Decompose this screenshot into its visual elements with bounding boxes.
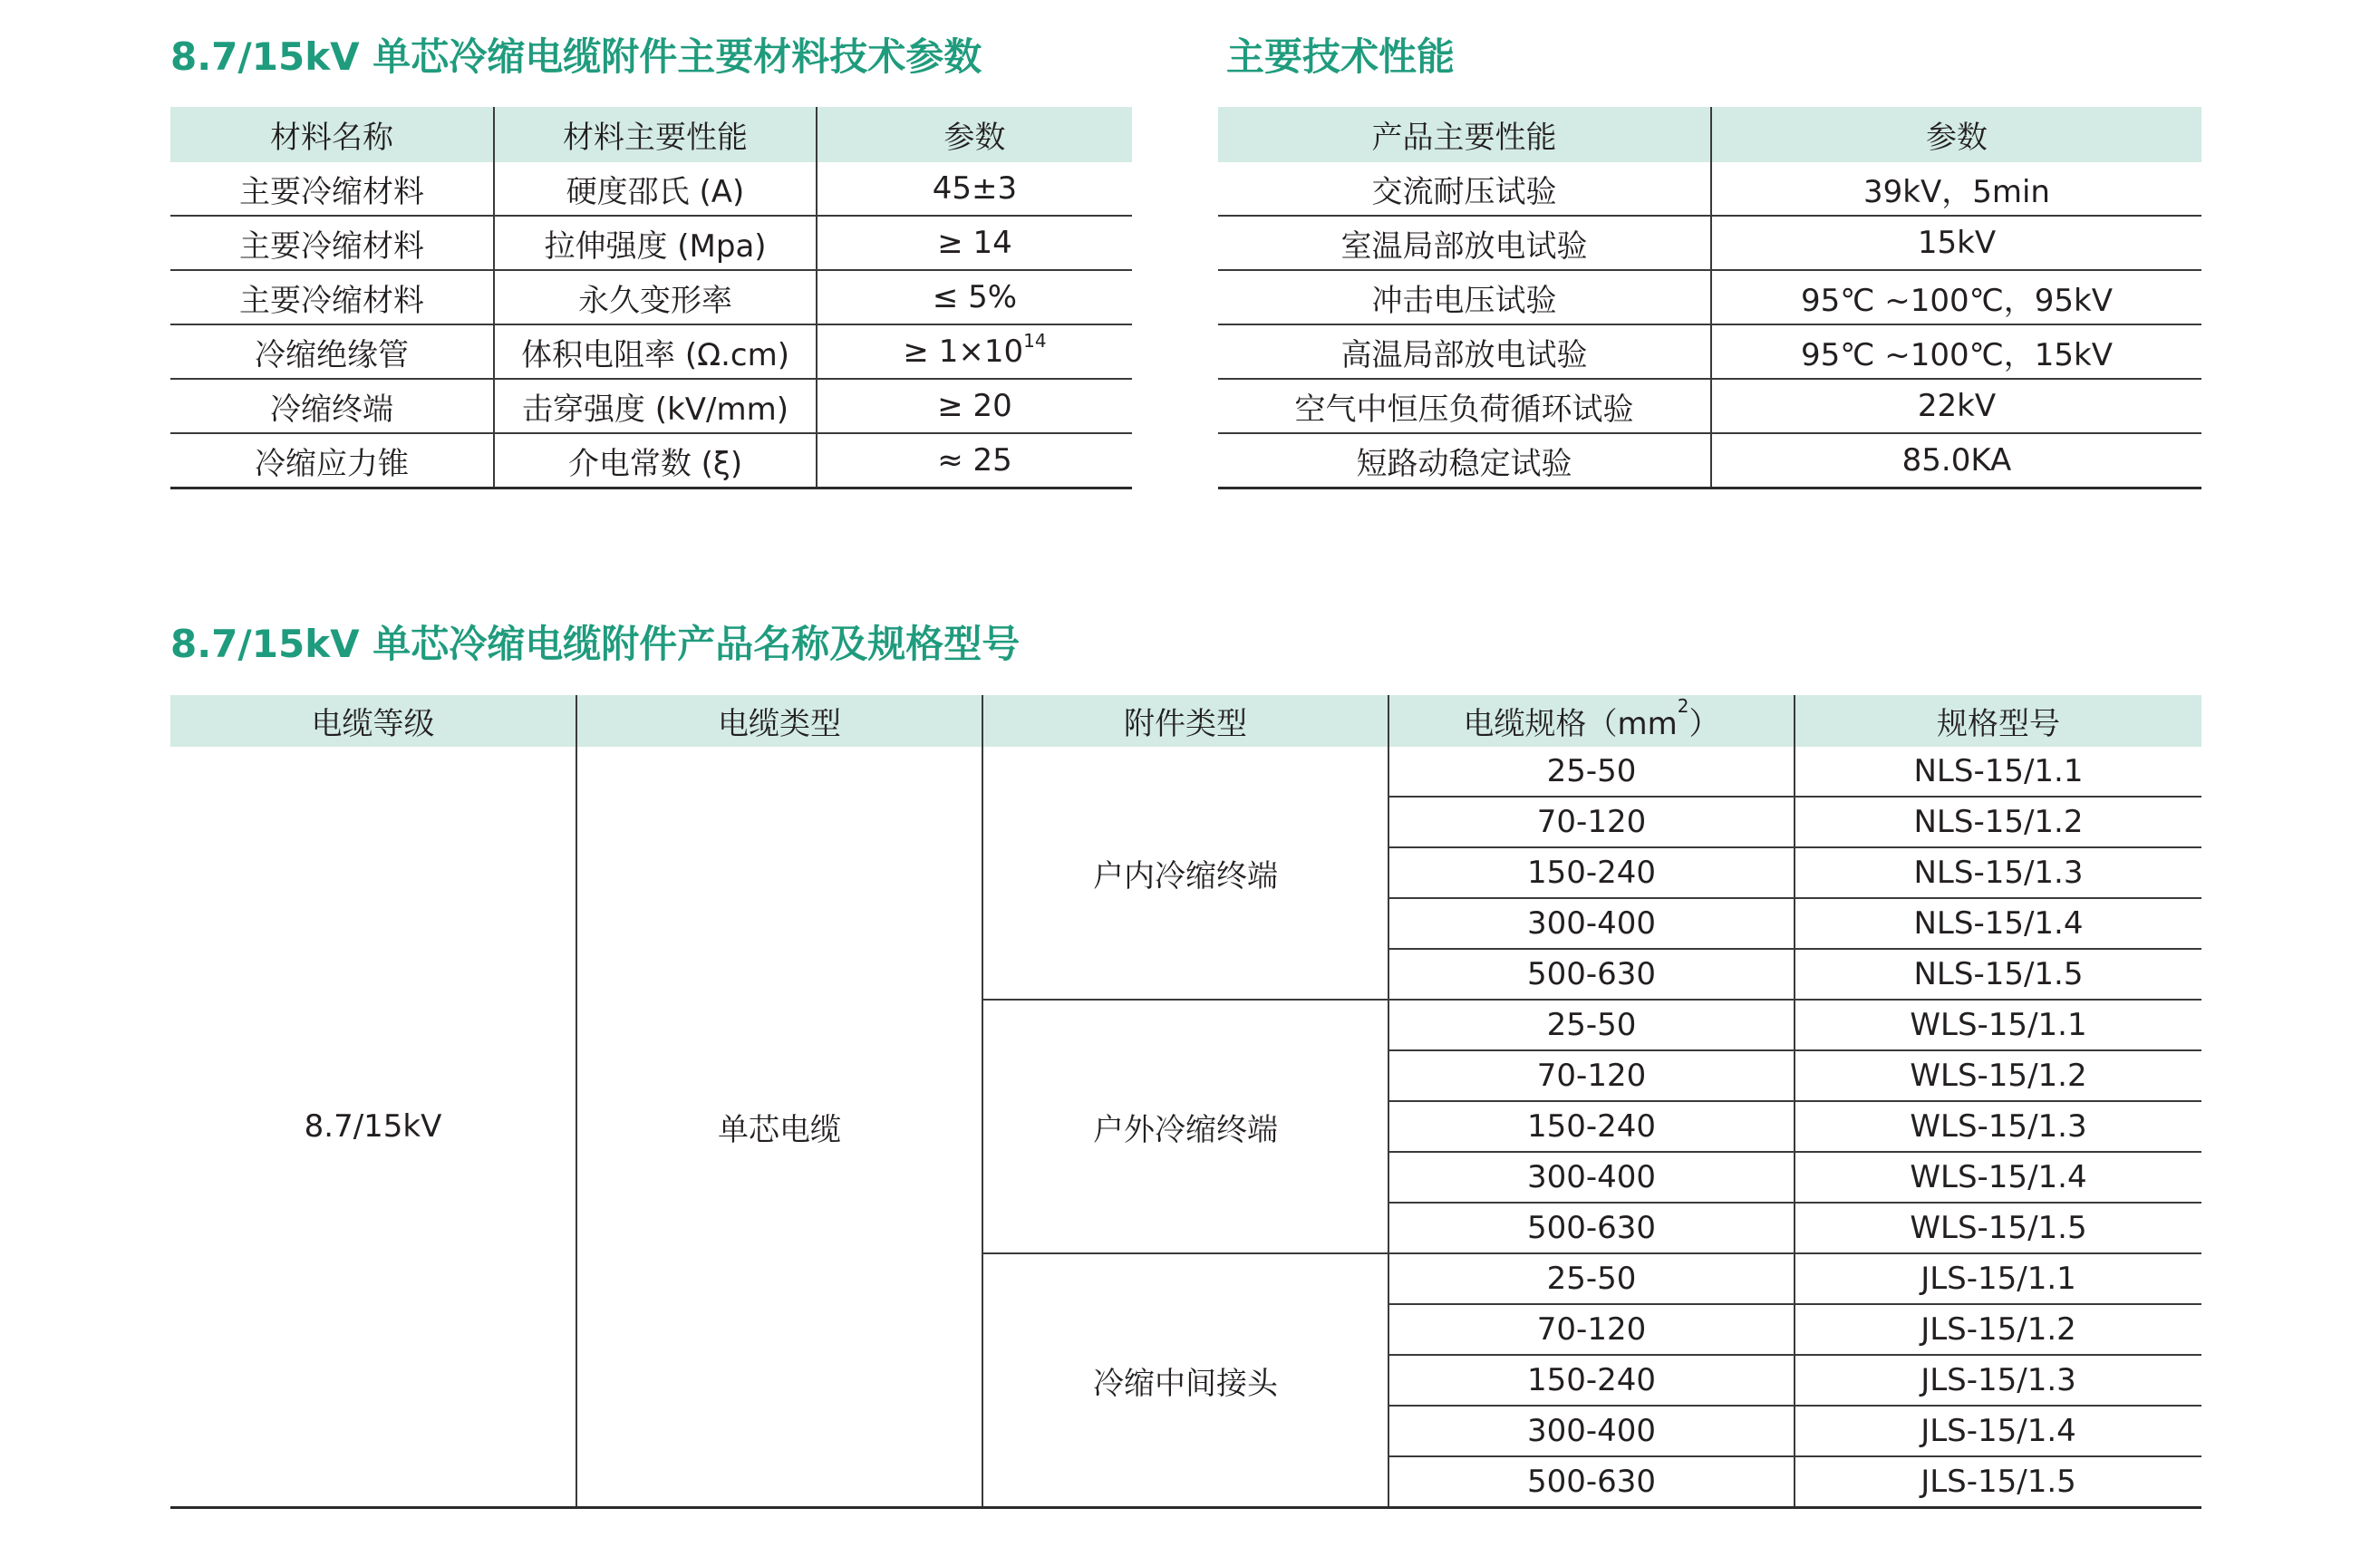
material-property-cell: 硬度邵氏 (A) <box>494 162 817 216</box>
test-name-cell: 高温局部放电试验 <box>1218 324 1711 379</box>
header-cable-grade: 电缆等级 <box>170 695 576 747</box>
table-row <box>1218 433 2201 488</box>
table-row <box>170 433 1132 488</box>
test-name-cell: 交流耐压试验 <box>1371 173 1557 210</box>
material-name-cell: 主要冷缩材料 <box>170 270 494 324</box>
test-name-cell: 室温局部放电试验 <box>1218 216 1711 270</box>
material-name-cell: 主要冷缩材料 <box>170 216 494 270</box>
table-header-row <box>170 107 1132 162</box>
material-property-cell: 击穿强度 (kV/mm) <box>494 379 817 433</box>
test-name-cell: 短路动稳定试验 <box>1218 433 1711 488</box>
model-number-cell: NLS-15/1.2 <box>1795 797 2201 847</box>
header-cable-spec <box>1388 695 1795 747</box>
accessory-type-cell: 户外冷缩终端 <box>982 1000 1388 1253</box>
cable-spec-superscript: 2 <box>1677 695 1689 717</box>
accessory-type-cell: 户内冷缩终端 <box>982 747 1388 1000</box>
test-value-cell: 95℃ ~100℃，15kV <box>1711 324 2201 379</box>
model-number-cell: JLS-15/1.2 <box>1795 1304 2201 1355</box>
test-value-cell: 85.0KA <box>1711 433 2201 488</box>
cable-spec-cell: 150-240 <box>1388 847 1795 898</box>
table-header-row <box>1218 107 2201 162</box>
table-row <box>170 270 1132 324</box>
model-number-cell: WLS-15/1.3 <box>1795 1101 2201 1152</box>
model-number-cell: NLS-15/1.3 <box>1795 847 2201 898</box>
test-name-cell: 空气中恒压负荷循环试验 <box>1218 379 1711 433</box>
model-number-cell: JLS-15/1.1 <box>1795 1253 2201 1304</box>
table-row <box>1218 324 2201 379</box>
material-name-cell: 冷缩绝缘管 <box>170 324 494 379</box>
cable-type-cell: 单芯电缆 <box>576 747 982 1508</box>
table-row <box>1218 379 2201 433</box>
cable-spec-close: ） <box>1688 706 1720 742</box>
product-spec-table <box>170 695 2201 1509</box>
parameter-cell: ≤ 5% <box>817 270 1132 324</box>
header-material-property: 材料主要性能 <box>494 107 817 162</box>
model-number-cell: WLS-15/1.5 <box>1795 1203 2201 1253</box>
cable-spec-cell: 150-240 <box>1388 1101 1795 1152</box>
materials-parameter-table <box>170 107 1132 489</box>
parameter-cell <box>817 324 1132 379</box>
header-material-name: 材料名称 <box>170 107 494 162</box>
cable-spec-cell: 70-120 <box>1388 1050 1795 1101</box>
accessory-type-cell: 冷缩中间接头 <box>982 1253 1388 1508</box>
header-model-number: 规格型号 <box>1795 695 2201 747</box>
header-accessory-type: 附件类型 <box>982 695 1388 747</box>
cable-spec-cell: 300-400 <box>1388 1406 1795 1456</box>
material-property-cell: 拉伸强度 (Mpa) <box>494 216 817 270</box>
table-row <box>170 324 1132 379</box>
product-spec-section-title: 8.7/15kV 单芯冷缩电缆附件产品名称及规格型号 <box>170 622 1021 666</box>
resistivity-value: ≥ 1×10 <box>903 334 1024 370</box>
material-property-cell: 体积电阻率 (Ω.cm) <box>494 324 817 379</box>
model-number-cell: WLS-15/1.4 <box>1795 1152 2201 1203</box>
header-parameter: 参数 <box>1711 107 2201 162</box>
header-product-performance: 产品主要性能 <box>1218 107 1711 162</box>
table-row <box>170 162 1132 216</box>
table-row <box>170 216 1132 270</box>
cable-spec-cell: 150-240 <box>1388 1355 1795 1406</box>
parameter-cell: ≈ 25 <box>817 433 1132 488</box>
table-row <box>1218 162 2201 216</box>
cable-spec-label: 电缆规格（mm <box>1463 706 1678 742</box>
materials-section-title: 8.7/15kV 单芯冷缩电缆附件主要材料技术参数 <box>170 34 982 79</box>
material-property-cell: 永久变形率 <box>494 270 817 324</box>
model-number-cell: JLS-15/1.5 <box>1795 1456 2201 1508</box>
test-value-cell: 15kV <box>1711 216 2201 270</box>
test-value-cell: 39kV，5min <box>1711 162 2201 216</box>
cable-grade-cell: 8.7/15kV <box>170 747 576 1508</box>
table-row <box>170 379 1132 433</box>
model-number-cell: JLS-15/1.3 <box>1795 1355 2201 1406</box>
cable-spec-cell: 25-50 <box>1388 1000 1795 1050</box>
test-value-cell: 22kV <box>1711 379 2201 433</box>
cable-spec-cell: 500-630 <box>1388 949 1795 1000</box>
model-number-cell: JLS-15/1.4 <box>1795 1406 2201 1456</box>
cable-spec-cell: 300-400 <box>1388 1152 1795 1203</box>
model-number-cell: NLS-15/1.1 <box>1795 747 2201 797</box>
cable-spec-cell: 500-630 <box>1388 1203 1795 1253</box>
table-row <box>1218 216 2201 270</box>
table-row <box>1218 270 2201 324</box>
resistivity-exponent: 14 <box>1023 330 1047 352</box>
material-name-cell: 冷缩终端 <box>170 379 494 433</box>
test-value-cell: 95℃ ~100℃，95kV <box>1711 270 2201 324</box>
cable-spec-cell: 70-120 <box>1388 1304 1795 1355</box>
parameter-cell: ≥ 14 <box>817 216 1132 270</box>
material-property-cell: 介电常数 (ξ) <box>494 433 817 488</box>
model-number-cell: NLS-15/1.4 <box>1795 898 2201 949</box>
model-number-cell: WLS-15/1.2 <box>1795 1050 2201 1101</box>
cable-spec-cell: 70-120 <box>1388 797 1795 847</box>
cable-spec-cell: 500-630 <box>1388 1456 1795 1508</box>
cable-spec-cell: 25-50 <box>1388 747 1795 797</box>
table-header-row <box>170 695 2201 747</box>
performance-table <box>1218 107 2201 489</box>
cable-spec-cell: 25-50 <box>1388 1253 1795 1304</box>
parameter-cell: 45±3 <box>817 162 1132 216</box>
model-number-cell: NLS-15/1.5 <box>1795 949 2201 1000</box>
table-row <box>170 747 2201 797</box>
material-name-cell: 冷缩应力锥 <box>170 433 494 488</box>
performance-section-title: 主要技术性能 <box>1226 34 1456 79</box>
header-cable-type: 电缆类型 <box>576 695 982 747</box>
header-parameter: 参数 <box>817 107 1132 162</box>
parameter-cell: ≥ 20 <box>817 379 1132 433</box>
test-name-cell: 冲击电压试验 <box>1218 270 1711 324</box>
material-name-cell: 主要冷缩材料 <box>239 173 424 210</box>
model-number-cell: WLS-15/1.1 <box>1795 1000 2201 1050</box>
cable-spec-cell: 300-400 <box>1388 898 1795 949</box>
